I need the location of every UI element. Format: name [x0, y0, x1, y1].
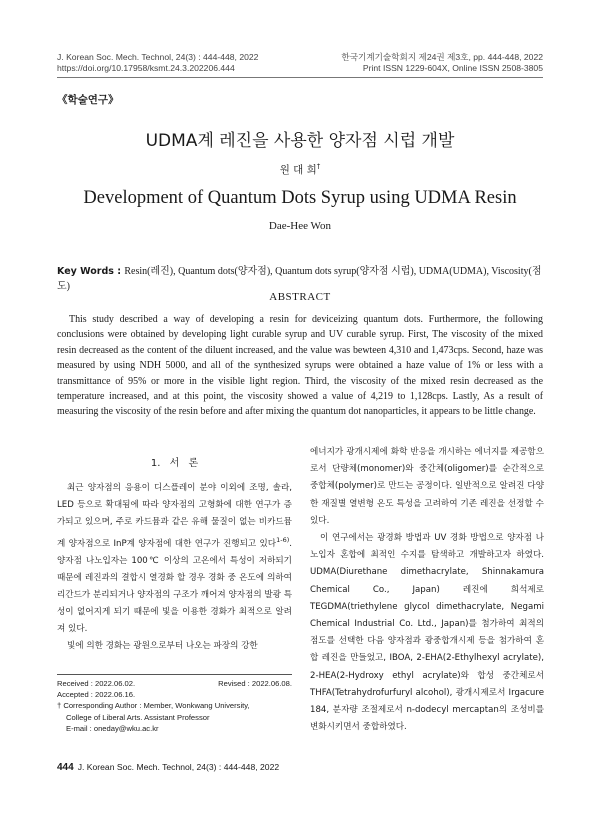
- article-category: 《학술연구》: [57, 94, 119, 106]
- intro-paragraph-1-text-a: 최근 양자점의 응용이 디스플레이 분야 이외에 조명, 솔라, LED 등으로 확대됨에 따라 양자점의 고형화에 대한 연구가 증가되고 있으며, 주로 카드뮴과 같은 유해 물질이 없는 비카드뮴계 양자점으로 InP계 양자점에 대한 연구가 진행되고 있다: [57, 483, 292, 549]
- abstract-heading: ABSTRACT: [269, 291, 331, 303]
- footer-journal: J. Korean Soc. Mech. Technol, 24(3) : 444-448, 2022: [77, 762, 280, 772]
- intro-paragraph-1: [57, 480, 292, 639]
- keywords: [57, 262, 543, 292]
- author-korean-name: 원 대 희: [279, 164, 317, 176]
- header-left: [57, 52, 258, 74]
- journal-citation-korean: 한국기계기술학회지 제24권 제3호, pp. 444-448, 2022: [341, 52, 543, 62]
- title-english: Development of Quantum Dots Syrup using UDMA Resin: [83, 188, 517, 208]
- keywords-label: Key Words :: [57, 266, 125, 277]
- right-column: [310, 444, 544, 736]
- issn-info: Print ISSN 1229-604X, Online ISSN 2508-3805: [362, 63, 543, 73]
- author-email[interactable]: E-mail : oneday@wku.ac.kr: [66, 723, 159, 733]
- corresponding-author-line-1: † Corresponding Author : Member, Wonkwang University,: [57, 701, 250, 711]
- footnote-divider: [57, 674, 292, 675]
- article-notes: [57, 678, 292, 734]
- author-english: Dae-Hee Won: [268, 220, 332, 232]
- revised-date: Revised : 2022.06.08.: [218, 679, 292, 688]
- reference-citation[interactable]: 1-6): [276, 535, 290, 544]
- section-heading-introduction: 1. 서 론: [150, 458, 199, 469]
- right-paragraph-2: 이 연구에서는 광경화 방법과 UV 경화 방법으로 양자점 나노입자 혼합에 최적인 수지를 탐색하고 개발하고자 하였다. UDMA(Diurethane dimethacrylate, Shinnakamura Chemical Co., Japan) 레진에 희석제로 TEGDMA(triethylene glycol dimethacrylate, Negami Chemical Industrial Co. Ltd., Japan)를 첨가하여 최적의 점도를 선택한 다음 양자점과 광중합개시제 등을 첨가하여 혼합 레진을 만들었고, IBOA, 2-EHA(2-Ethylhexyl acrylate), 2-HEA(2-Hydroxy ethyl acrylate)와 합성 중간체로서 THFA(Tetrahydrofurfuryl alcohol), 광개시제로서 Irgacure 184, 분자량 조절제로서 n-dodecyl mercaptan의 조성비를 변화시키면서 중합하였다.: [310, 533, 544, 733]
- intro-paragraph-1-text-b: . 양자점 나노입자는 100℃ 이상의 고온에서 특성이 저하되기 때문에 레진과의 결합시 열경화 할 경우 경화 중 온도에 의하여 리간드가 분리되거나 양자점의 구조가 깨어져 양자점의 발광 특성이 없어지게 되기 때문에 빛을 이용한 경화가 최적으로 알려져 있다.: [57, 538, 292, 635]
- doi-link[interactable]: https://doi.org/10.17958/ksmt.24.3.202206.444: [57, 63, 235, 73]
- author-korean: [0, 162, 600, 177]
- received-date: Received : 2022.06.02.: [57, 679, 136, 688]
- header-right: [341, 52, 543, 74]
- page-number: 444: [57, 762, 74, 773]
- right-paragraph-1: 에너지가 광개시제에 화학 반응을 개시하는 에너지를 제공함으로서 단량체(monomer)와 중간체(oligomer)를 순간적으로 중합체(polymer)로 만드는 공정이다. 일반적으로 알려진 다양한 재질별 열변형 온도 특성을 고려하여 기존 레진을 선정할 수 있다.: [310, 447, 544, 526]
- received-revised-row: [57, 678, 292, 689]
- page-footer: [57, 762, 279, 773]
- corresponding-author-mark: †: [316, 162, 321, 171]
- accepted-date: Accepted : 2022.06.16.: [57, 690, 136, 700]
- header-divider: [57, 77, 543, 78]
- abstract-text: This study described a way of developing a resin for deviceizing quantum dots. Furthermore, the following conclusions were obtained by developing light curable syrup and UV curable syrup. First, The viscosity of the mixed resin decreased as the content of the diluent increased, and the value was bewteen 4,310 and 1,473cps. Second, haze was measured by using NDH 5000, and all of the synthesized syrups were obtained a haze value of 1% or less with a transmittance of 95% or more in the visible light region. Third, the viscosity of the mixed resin decreased as the temperature increased, and at this point, the viscosity showed a value of 4,219 to 1,128cps. Lastly, As a result of measuring the viscosity of the resin before and after mixing the quantum dot nanoparticles, it appears to be little change.: [57, 314, 543, 418]
- corresponding-author-line-2: College of Liberal Arts. Assistant Professor: [66, 712, 210, 722]
- journal-citation: J. Korean Soc. Mech. Technol, 24(3) : 444-448, 2022: [57, 52, 259, 62]
- title-korean: UDMA계 레진을 사용한 양자점 시럽 개발: [145, 131, 455, 151]
- keywords-text: Resin(레진), Quantum dots(양자점), Quantum dots syrup(양자점 시럽), UDMA(UDMA), Viscosity(점도): [57, 266, 542, 292]
- intro-paragraph-2: 빛에 의한 경화는 광원으로부터 나오는 파장의 강한: [67, 641, 258, 651]
